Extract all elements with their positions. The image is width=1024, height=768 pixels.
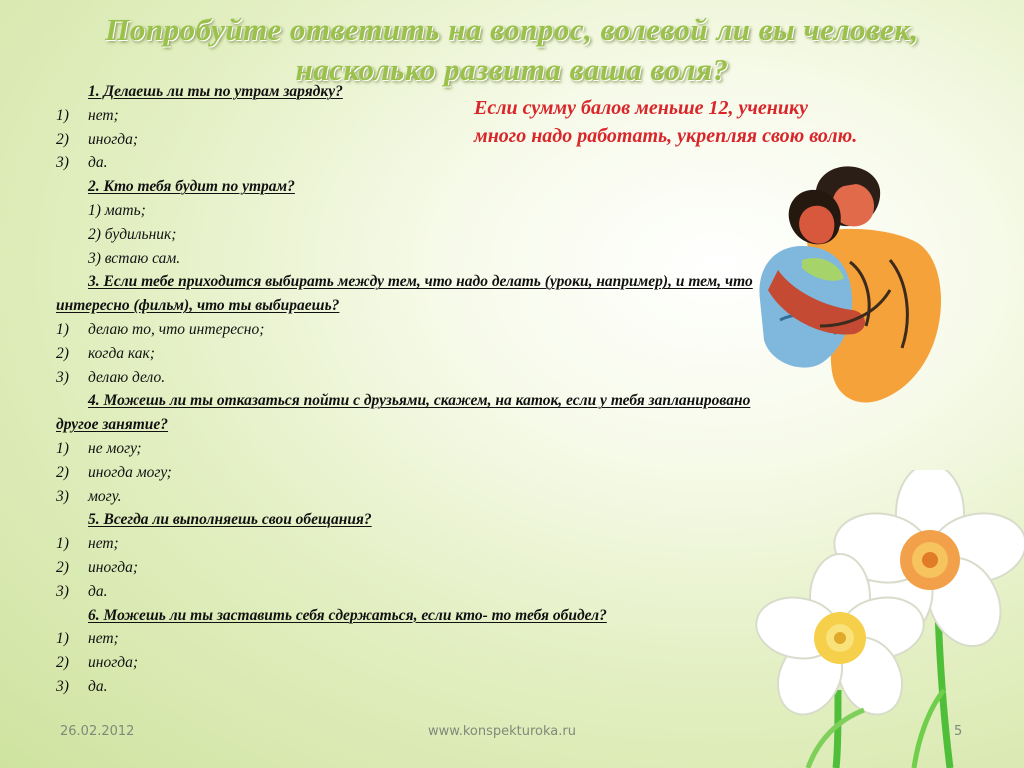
question-5-option-1: 1) нет; [56,535,119,553]
question-5: 5. Всегда ли выполняешь свои обещания? [88,511,372,529]
question-2: 2. Кто тебя будит по утрам? [88,178,295,196]
question-2-option-2: 2) будильник; [88,225,177,243]
footer-date: 26.02.2012 [60,724,135,739]
question-5-option-2: 2) иногда; [56,558,138,576]
slide-number: 5 [954,724,963,739]
question-4-line-1: 4. Можешь ли ты отказаться пойти с друзьями, скажем, на каток, если у тебя запланировано [88,392,751,410]
question-6-option-1: 1) нет; [56,630,119,648]
score-note-line-1: Если сумму балов меньше 12, ученику [474,97,809,119]
question-4-option-1: 1) не могу; [56,439,142,457]
question-3-line-1: 3. Если тебе приходится выбирать между тем, что надо делать (уроки, например), и тем, что [88,273,753,291]
slide-title-line-1: Попробуйте ответить на вопрос, волевой ли вы человек, [105,12,919,47]
question-2-option-3: 3) встаю сам. [88,249,181,267]
score-note-line-2: много надо работать, укрепляя свою волю. [474,125,858,147]
slide-title-line-2: насколько развита ваша воля? [295,52,729,87]
question-3-option-3: 3) делаю дело. [56,368,166,386]
question-1-option-3: 3) да. [56,154,108,172]
question-6-option-3: 3) да. [56,677,108,695]
question-6-option-2: 2) иногда; [56,654,138,672]
question-5-option-3: 3) да. [56,582,108,600]
question-4-line-2: другое занятие? [56,416,169,434]
question-2-option-1: 1) мать; [88,201,146,219]
slide-title [0,10,1024,90]
question-4-option-3: 3) могу. [56,487,122,505]
question-3-option-1: 1) делаю то, что интересно; [56,320,265,338]
footer-url[interactable]: www.konspekturoka.ru [428,724,576,739]
question-1: 1. Делаешь ли ты по утрам зарядку? [88,83,343,100]
question-1-option-1: 1) нет; [56,106,119,124]
question-3-line-2: интересно (фильм), что ты выбираешь? [56,297,340,315]
question-4-option-2: 2) иногда могу; [56,463,172,481]
question-6: 6. Можешь ли ты заставить себя сдержаться, если кто- то тебя обидел? [88,606,607,624]
question-3-option-2: 2) когда как; [56,344,155,362]
questionnaire [56,80,956,699]
question-1-option-2: 2) иногда; [56,130,138,148]
